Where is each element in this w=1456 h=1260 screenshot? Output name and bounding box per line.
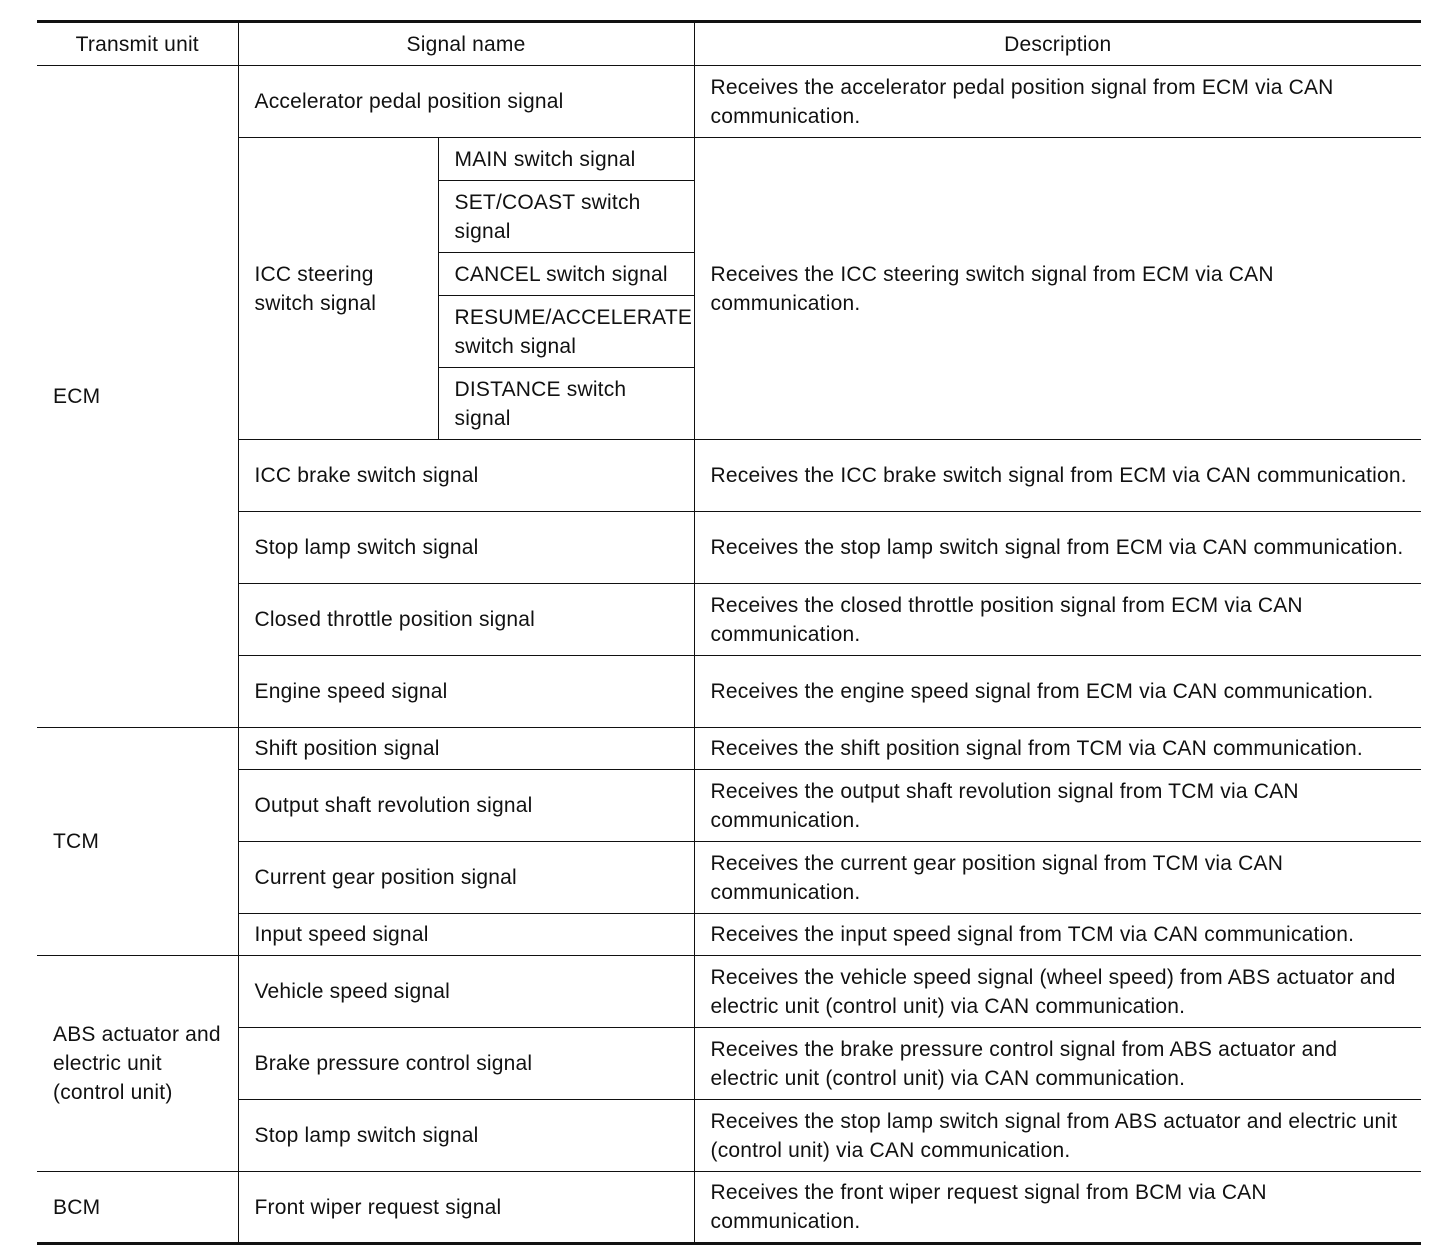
signal-cell: Input speed signal: [238, 914, 694, 956]
sub-signal-cell: CANCEL switch signal: [438, 253, 694, 296]
sub-signal-cell: RESUME/ACCELERATE switch signal: [438, 296, 694, 368]
unit-tcm: TCM: [37, 728, 238, 956]
table-row: [37, 842, 1421, 914]
header-description: Description: [694, 22, 1421, 66]
description-cell: Receives the current gear position signal from TCM via CAN communication.: [694, 842, 1421, 914]
description-cell: Receives the accelerator pedal position signal from ECM via CAN communication.: [694, 66, 1421, 138]
description-cell: Receives the closed throttle position signal from ECM via CAN communication.: [694, 584, 1421, 656]
table-row: [37, 440, 1421, 512]
signal-cell: ICC steering switch signal: [238, 138, 438, 440]
sub-signal-cell: DISTANCE switch signal: [438, 368, 694, 440]
description-cell: Receives the output shaft revolution signal from TCM via CAN communication.: [694, 770, 1421, 842]
description-cell: Receives the front wiper request signal from BCM via CAN communication.: [694, 1172, 1421, 1244]
table-row: [37, 138, 1421, 181]
signal-table: [37, 20, 1421, 1245]
table-row: [37, 770, 1421, 842]
table-row: [37, 728, 1421, 770]
sub-signal-cell: MAIN switch signal: [438, 138, 694, 181]
description-cell: Receives the stop lamp switch signal from ECM via CAN communication.: [694, 512, 1421, 584]
signal-cell: Vehicle speed signal: [238, 956, 694, 1028]
unit-bcm: BCM: [37, 1172, 238, 1244]
sub-signal-cell: SET/COAST switch signal: [438, 181, 694, 253]
header-transmit-unit: Transmit unit: [37, 22, 238, 66]
signal-cell: Front wiper request signal: [238, 1172, 694, 1244]
signal-cell: Closed throttle position signal: [238, 584, 694, 656]
table-row: [37, 584, 1421, 656]
description-cell: Receives the stop lamp switch signal from ABS actuator and electric unit (control unit) via CAN communication.: [694, 1100, 1421, 1172]
description-cell: Receives the engine speed signal from ECM via CAN communication.: [694, 656, 1421, 728]
table-row: [37, 1028, 1421, 1100]
signal-cell: Stop lamp switch signal: [238, 1100, 694, 1172]
table-row: [37, 66, 1421, 138]
signal-cell: Output shaft revolution signal: [238, 770, 694, 842]
signal-cell: Accelerator pedal position signal: [238, 66, 694, 138]
description-cell: Receives the ICC steering switch signal from ECM via CAN communication.: [694, 138, 1421, 440]
table-row: [37, 656, 1421, 728]
signal-cell: Brake pressure control signal: [238, 1028, 694, 1100]
signal-cell: Engine speed signal: [238, 656, 694, 728]
table-row: [37, 512, 1421, 584]
signal-cell: ICC brake switch signal: [238, 440, 694, 512]
signal-cell: Stop lamp switch signal: [238, 512, 694, 584]
signal-cell: Current gear position signal: [238, 842, 694, 914]
unit-abs: ABS actuator and electric unit (control unit): [37, 956, 238, 1172]
description-cell: Receives the shift position signal from TCM via CAN communication.: [694, 728, 1421, 770]
header-signal-name: Signal name: [238, 22, 694, 66]
table-header-row: [37, 22, 1421, 66]
description-cell: Receives the input speed signal from TCM via CAN communication.: [694, 914, 1421, 956]
table-row: [37, 1100, 1421, 1172]
table-row: [37, 914, 1421, 956]
signal-cell: Shift position signal: [238, 728, 694, 770]
description-cell: Receives the ICC brake switch signal from ECM via CAN communication.: [694, 440, 1421, 512]
table-row: [37, 956, 1421, 1028]
table-row: [37, 1172, 1421, 1244]
description-cell: Receives the brake pressure control signal from ABS actuator and electric unit (control unit) via CAN communication.: [694, 1028, 1421, 1100]
description-cell: Receives the vehicle speed signal (wheel speed) from ABS actuator and electric unit (control unit) via CAN communication.: [694, 956, 1421, 1028]
unit-ecm: ECM: [37, 66, 238, 728]
